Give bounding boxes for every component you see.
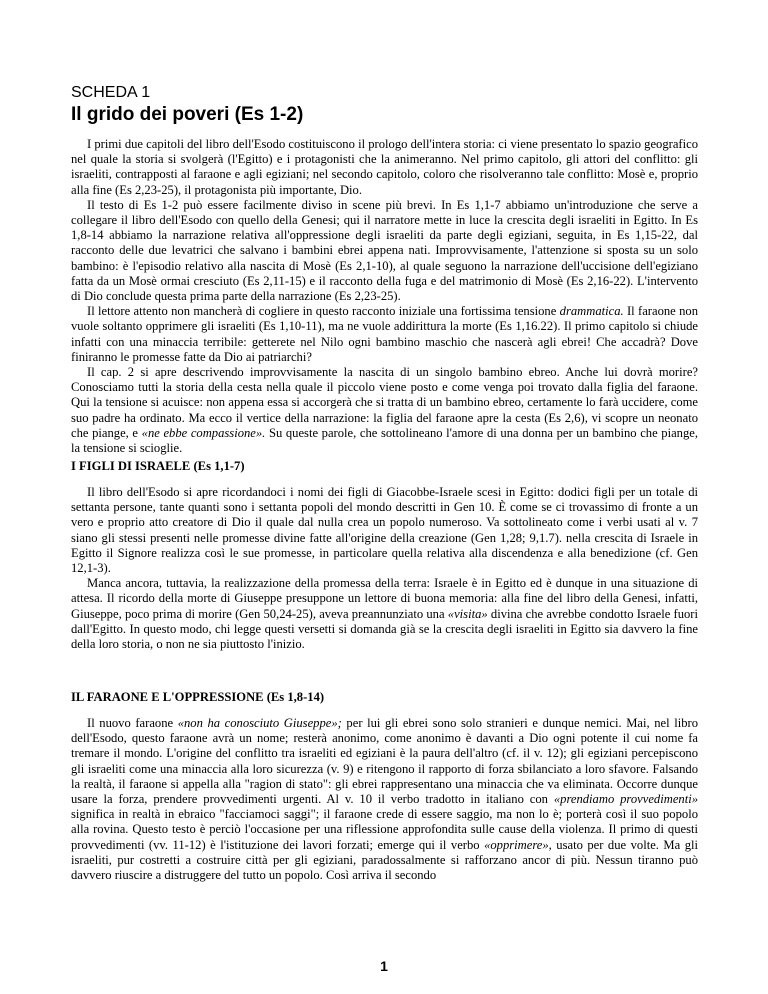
scheda-label: SCHEDA 1 <box>71 84 151 101</box>
emphasis: «ne ebbe compassione». <box>141 425 266 440</box>
intro-paragraph-3 <box>71 304 698 365</box>
emphasis: «opprimere», <box>484 837 552 852</box>
intro-paragraph-4 <box>71 365 698 456</box>
section-figli-text <box>71 485 698 652</box>
text-run: Il cap. 2 si apre descrivendo improvvisamente la nascita di un singolo bambino ebreo. Anche lui dovrà morire? Conosciamo tutti la storia della cesta nella quale il piccolo viene posto e come venga poi trovato dalla figlia del faraone. Qui la tensione si acuisce: non appena essa si accorgerà che si tratta di un bambino ebreo, certamente lo farà uccidere, come suo padre ha ordinato. Ma ecco il vertice della narrazione: la figlia del faraone apre la cesta (Es 2,6), vi scopre un neonato che piange, e <box>71 365 698 440</box>
page-number: 1 <box>380 958 388 974</box>
emphasis: drammatica. <box>559 304 624 319</box>
text-run: Su queste parole, che sottolineano l'amore di una donna per un bambino che piange, la tensione si scioglie. <box>71 425 699 456</box>
text-run: Il faraone non vuole soltanto opprimere gli israeliti (Es 1,10-11), ma ne vuole addirittura la morte (Es 1,16.22). Il primo capitolo si chiude infatti con una minaccia terribile: getterete nel Nilo ogni bambino maschio che nascerà agli ebrei! Che accadrà? Dove finiranno le promesse fatte da Dio ai patriarchi? <box>71 304 698 364</box>
intro-paragraph-2: Il testo di Es 1-2 può essere facilmente diviso in scene più brevi. In Es 1,1-7 abbiamo un'introduzione che serve a collegare il libro dell'Esodo con quello della Genesi; qui il narratore mette in luce la crescita degli israeliti in Egitto. In Es 1,8-14 abbiamo la narrazione relativa all'oppressione degli israeliti da parte degli egiziani, seguita, in Es 1,15-22, dal racconto delle due levatrici che salvano i bambini ebrei appena nati. Improvvisamente, l'attenzione si sposta su un solo bambino: è l'episodio relativo alla nascita di Mosè (Es 2,1-10), al quale seguono la narrazione dell'uccisione dell'egiziano fatta da un Mosè ormai cresciuto (Es 2,11-15) e il racconto della fuga e del matrimonio di Mosè (Es 2,16-22). L'intervento di Dio conclude questa prima parte della narrazione (Es 2,23-25). <box>71 197 698 304</box>
intro-paragraph-1: I primi due capitoli del libro dell'Esodo costituiscono il prologo dell'intera storia: ci viene presentato lo spazio geografico nel quale la storia si svolgerà (l'Egitto) e i protagonisti che la animeranno. Nel primo capitolo, gli attori del conflitto: gli israeliti, contrapposti al faraone e agli egiziani; nel secondo capitolo, coloro che risolveranno tale conflitto: Mosè e, proprio alla fine (Es 2,23-25), il protagonista più importante, Dio. <box>71 137 698 197</box>
section-faraone-text <box>71 716 698 883</box>
intro-text <box>71 137 698 456</box>
page-title: Il grido dei poveri (Es 1-2) <box>71 104 304 125</box>
text-run: Manca ancora, tuttavia, la realizzazione della promessa della terra: Israele è in Egitto ed è dunque in una situazione di attesa. Il ricordo della morte di Giuseppe presuppone un lettore di buona memoria: alla fine del libro della Genesi, infatti, Giuseppe, poco prima di morire (Gen 50,24-25), aveva preannunziato una <box>71 576 698 621</box>
text-run: divina che avrebbe condotto Israele fuori dall'Egitto. In questo modo, chi legge questi versetti si domanda già se la crescita degli israeliti in Egitto sia davvero la fine della loro storia, o non ne sia piuttosto l'inizio. <box>71 606 699 652</box>
text-run: usato per due volte. Ma gli israeliti, pur costretti a costruire città per gli egiziani, paradossalmente si rafforzano ancor di più. Nessun tiranno può davvero riuscire a distruggere del tutto un popolo. Così arriva il secondo <box>71 837 698 883</box>
emphasis: «visita» <box>447 606 488 621</box>
text-run: Il nuovo faraone <box>87 716 178 730</box>
section-figli-paragraph-2 <box>71 576 698 652</box>
section-figli-paragraph-1: Il libro dell'Esodo si apre ricordandoci i nomi dei figli di Giacobbe-Israele scesi in Egitto: dodici figli per un totale di settanta persone, tante quanti sono i settanta popoli del mondo descritti in Gen 10. È come se ci trovassimo di fronte a un vero e proprio atto creatore di Dio il quale dal nulla crea un popolo numeroso. Va sottolineato come i verbi usati al v. 7 siano gli stessi presenti nelle promesse divine fatte all'origine della creazione (Gen 1,28; 9,1.7). nella crescita di Israele in Egitto il Signore realizza così le sue promesse, in particolare quella relativa alla discendenza e alla benedizione (cf. Gen 12,1-3). <box>71 485 698 576</box>
section-heading-faraone: IL FARAONE E L'OPPRESSIONE (Es 1,8-14) <box>71 690 325 704</box>
text-run: per lui gli ebrei sono solo stranieri e dunque nemici. Mai, nel libro dell'Esodo, questo faraone avrà un nome; resterà anonimo, come anonimo è davanti a Dio ogni potente il cui nome fa tremare il mondo. L'origine del conflitto tra israeliti ed egiziani è la paura dell'altro (cf. il v. 12); gli egiziani percepiscono gli israeliti come una minaccia alla loro sicurezza (v. 9) e ritengono il rapporto di forza sbilanciato a loro sfavore. Falsando la realtà, il faraone si appella alla "ragion di stato": gli ebrei rappresentano una minaccia che va eliminata. Occorre dunque usare la forza, prendere provvedimenti urgenti. Al v. 10 il verbo tradotto in italiano con <box>71 716 698 807</box>
emphasis: «prendiamo provvedimenti» <box>553 792 699 807</box>
emphasis: «non ha conosciuto Giuseppe»; <box>177 716 342 730</box>
text-run: significa in realtà in ebraico "facciamoci saggi"; il faraone crede di essere saggio, ma non lo è; porterà così il suo popolo alla rovina. Questo testo è perciò l'occasione per una riflessione approfondita sulle cause della violenza. Il primo di questi provvedimenti (vv. 11-12) è l'istituzione dei lavori forzati; emerge qui il verbo <box>71 807 698 852</box>
section-faraone-paragraph-1 <box>71 716 698 883</box>
text-run: Il lettore attento non mancherà di cogliere in questo racconto iniziale una fortissima tensione <box>87 304 560 319</box>
section-heading-figli: I FIGLI DI ISRAELE (Es 1,1-7) <box>71 459 245 473</box>
